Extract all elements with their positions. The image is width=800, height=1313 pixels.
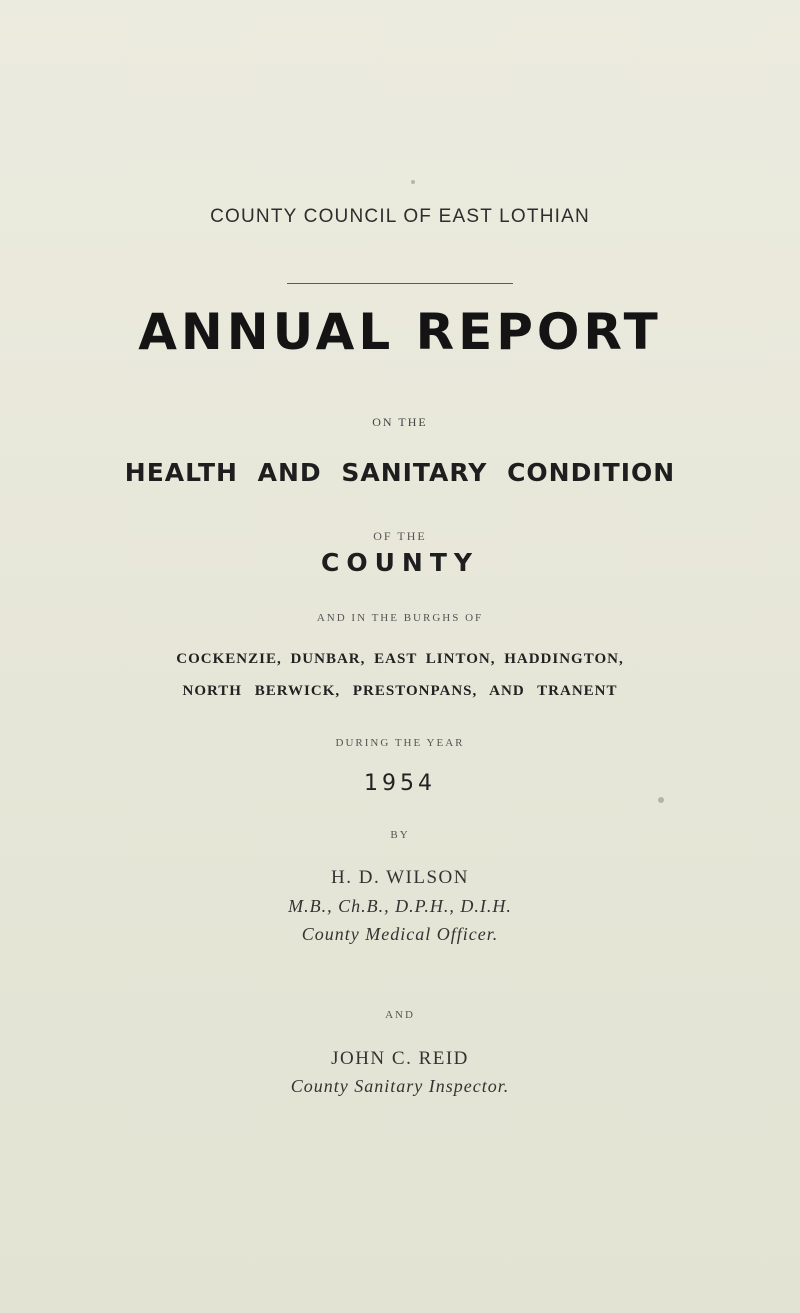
report-subject: HEALTH AND SANITARY CONDITION <box>124 458 676 487</box>
county-label: COUNTY <box>321 548 479 577</box>
of-the-label: OF THE <box>373 529 427 543</box>
heading-divider <box>287 283 513 284</box>
on-the-label: ON THE <box>372 415 428 429</box>
and-label: AND <box>385 1009 415 1021</box>
by-label: BY <box>390 829 410 841</box>
report-title: ANNUAL REPORT <box>138 303 662 361</box>
burghs-list-line-2: NORTH BERWICK, PRESTONPANS, AND TRANENT <box>182 683 618 699</box>
author-name-1: H. D. WILSON <box>331 867 469 888</box>
author-title-1: County Medical Officer. <box>301 924 499 944</box>
author-qualifications-1: M.B., Ch.B., D.P.H., D.I.H. <box>288 896 512 916</box>
author-title-2: County Sanitary Inspector. <box>290 1076 510 1096</box>
report-year: 1954 <box>364 771 436 796</box>
during-label: DURING THE YEAR <box>335 737 465 749</box>
paper-blemish <box>658 797 664 803</box>
council-heading: COUNTY COUNCIL OF EAST LOTHIAN <box>210 206 590 227</box>
burghs-list-line-1: COCKENZIE, DUNBAR, EAST LINTON, HADDINGTON, <box>176 651 624 667</box>
author-name-2: JOHN C. REID <box>331 1048 469 1069</box>
burghs-intro: AND IN THE BURGHS OF <box>316 612 484 624</box>
paper-blemish <box>411 180 415 184</box>
